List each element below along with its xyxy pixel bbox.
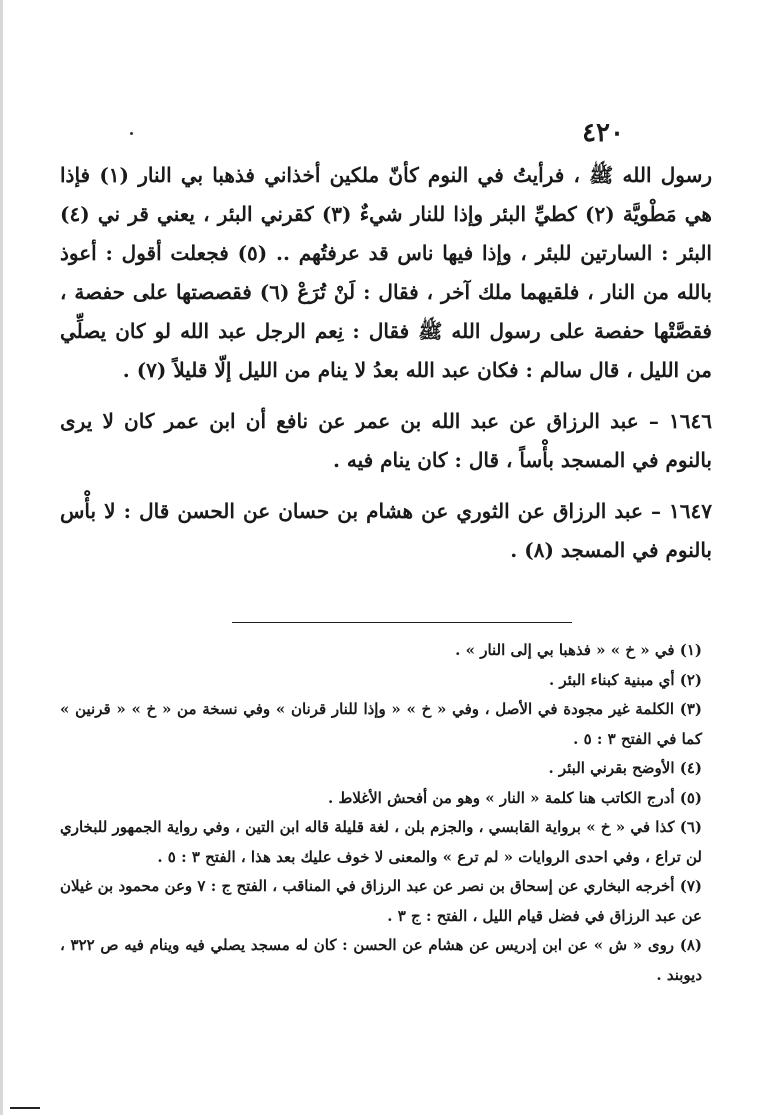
hadith-1646-paragraph: ١٦٤٦ – عبد الرزاق عن عبد الله بن عمر عن نافع أن ابن عمر كان لا يرى بالنوم في المسجد بأْساً ، قال : كان ينام فيه . bbox=[60, 409, 712, 472]
footnote-1: (١) في « خ » « فذهبا بي إلى النار » . bbox=[455, 641, 702, 659]
footnote-divider bbox=[232, 622, 572, 623]
main-text bbox=[60, 156, 712, 582]
hadith-continuation-paragraph: رسول الله ﷺ ، فرأيتُ في النوم كأنّ ملكين أخذاني فذهبا بي النار (١) فإذا هي مَطْويَّة (٢) كطيِّ البئر وإذا للنار شيءٌ (٣) كقرني البئر ، يعني قر ني (٤) البئر : السارتين للبئر ، وإذا فيها ناس قد عرفتُهم .. (٥) فجعلت أقول : أعوذ بالله من النار ، فلقيهما ملك آخر ، فقال : لَنْ تُرَعْ (٦) فقصصتها على حفصة ، فقصَّتْها حفصة على رسول الله ﷺ فقال : نِعم الرجل عبد الله لو كان يصلِّي من الليل ، قال سالم : فكان عبد الله بعدُ لا ينام من الليل إلّا قليلاً (٧) . bbox=[60, 163, 712, 382]
footnote-3: (٣) الكلمة غير مجودة في الأصل ، وفي « خ » « وإذا للنار قرنان » وفي نسخة من « خ » « قرنين » كما في الفتح ٣ : ٥ . bbox=[60, 700, 702, 748]
footnote-2: (٢) أي مبنية كبناء البئر . bbox=[548, 670, 702, 689]
footnotes bbox=[60, 636, 702, 990]
footnote-5: (٥) أدرج الكاتب هنا كلمة « النار » وهو من أفحش الأغلاط . bbox=[328, 788, 702, 807]
footnote-7: (٧) أخرجه البخاري عن إسحاق بن نصر عن عبد الرزاق في المناقب ، الفتح ج : ٧ وعن محمود بن غيلان عن عبد الرزاق في فضل قيام الليل ، الفتح : ج ٣ . bbox=[60, 877, 702, 925]
scan-speck bbox=[130, 132, 133, 135]
page-number: ٤٢٠ bbox=[582, 118, 624, 148]
scan-mark bbox=[10, 1107, 40, 1109]
hadith-1647-paragraph: ١٦٤٧ – عبد الرزاق عن الثوري عن هشام بن حسان عن الحسن قال : لا بأْس بالنوم في المسجد (٨) . bbox=[60, 499, 712, 562]
footnote-4: (٤) الأوضح بقرني البئر . bbox=[548, 759, 702, 777]
footnote-8: (٨) روى « ش » عن ابن إدريس عن هشام عن الحسن : كان له مسجد يصلي فيه وينام فيه ص ٣٢٢ ، ديوبند . bbox=[60, 936, 702, 984]
scan-edge bbox=[0, 0, 3, 1115]
footnote-6: (٦) كذا في « خ » برواية القابسي ، والجزم بلن ، لغة قليلة قاله ابن التين ، وفي رواية الجمهور للبخاري لن تراع ، وفي احدى الروايات « لم ترع » والمعنى لا خوف عليك بعد هذا ، الفتح ٣ : ٥ . bbox=[60, 818, 702, 866]
